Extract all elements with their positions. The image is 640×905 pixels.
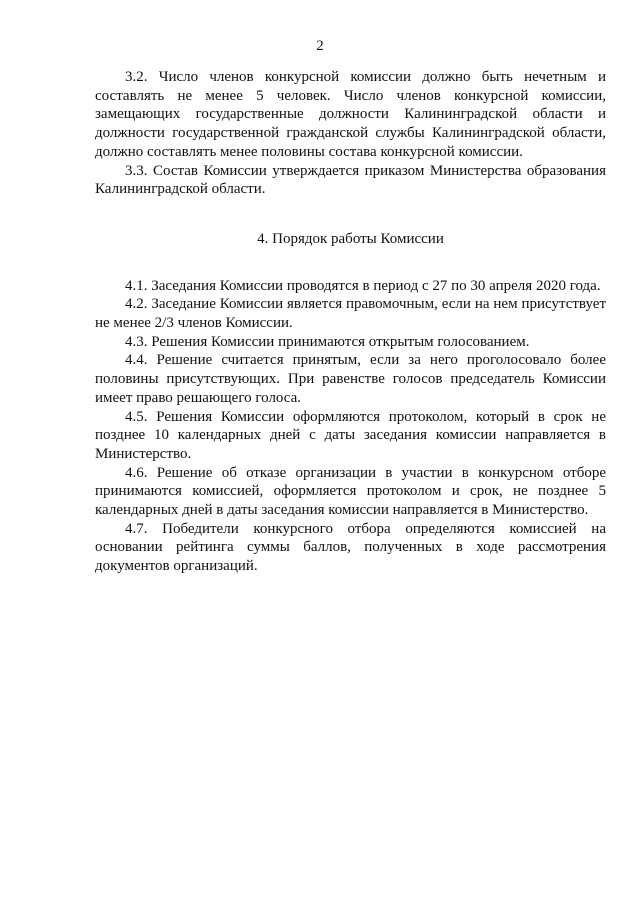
clause-4-7: 4.7. Победители конкурсного отбора определяются комиссией на основании рейтинга суммы баллов, полученных в ходе рассмотрения документов организаций. xyxy=(95,520,606,575)
document-body xyxy=(95,68,606,576)
clause-4-5: 4.5. Решения Комиссии оформляются протоколом, который в срок не позднее 10 календарных дней с даты заседания комиссии направляется в Министерство. xyxy=(95,408,606,462)
clause-4-1: 4.1. Заседания Комиссии проводятся в период с 27 по 30 апреля 2020 года. xyxy=(125,277,601,294)
clause-4-2: 4.2. Заседание Комиссии является правомочным, если на нем присутствует не менее 2/3 членов Комиссии. xyxy=(95,296,606,332)
clause-3-3: 3.3. Состав Комиссии утверждается приказом Министерства образования Калининградской области. xyxy=(95,162,606,198)
section-4-title: 4. Порядок работы Комиссии xyxy=(257,230,444,247)
clause-4-6: 4.6. Решение об отказе организации в участии в конкурсном отборе принимаются комиссией, оформляется протоколом и срок, не позднее 5 календарных дней в даты заседания комиссии направляется в Министерство. xyxy=(95,464,606,519)
clause-4-4: 4.4. Решение считается принятым, если за него проголосовало более половины присутствующих. При равенстве голосов председатель Комиссии имеет право решающего голоса. xyxy=(95,352,606,406)
clause-3-2: 3.2. Число членов конкурсной комиссии должно быть нечетным и составлять не менее 5 человек. Число членов конкурсной комиссии, замещающих государственные должности Калининградской области и должности государственной гражданской службы Калининградской области, должно составлять менее половины состава конкурсной комиссии. xyxy=(95,69,606,160)
clause-4-3: 4.3. Решения Комиссии принимаются открытым голосованием. xyxy=(125,333,530,350)
page-number: 2 xyxy=(316,38,324,54)
